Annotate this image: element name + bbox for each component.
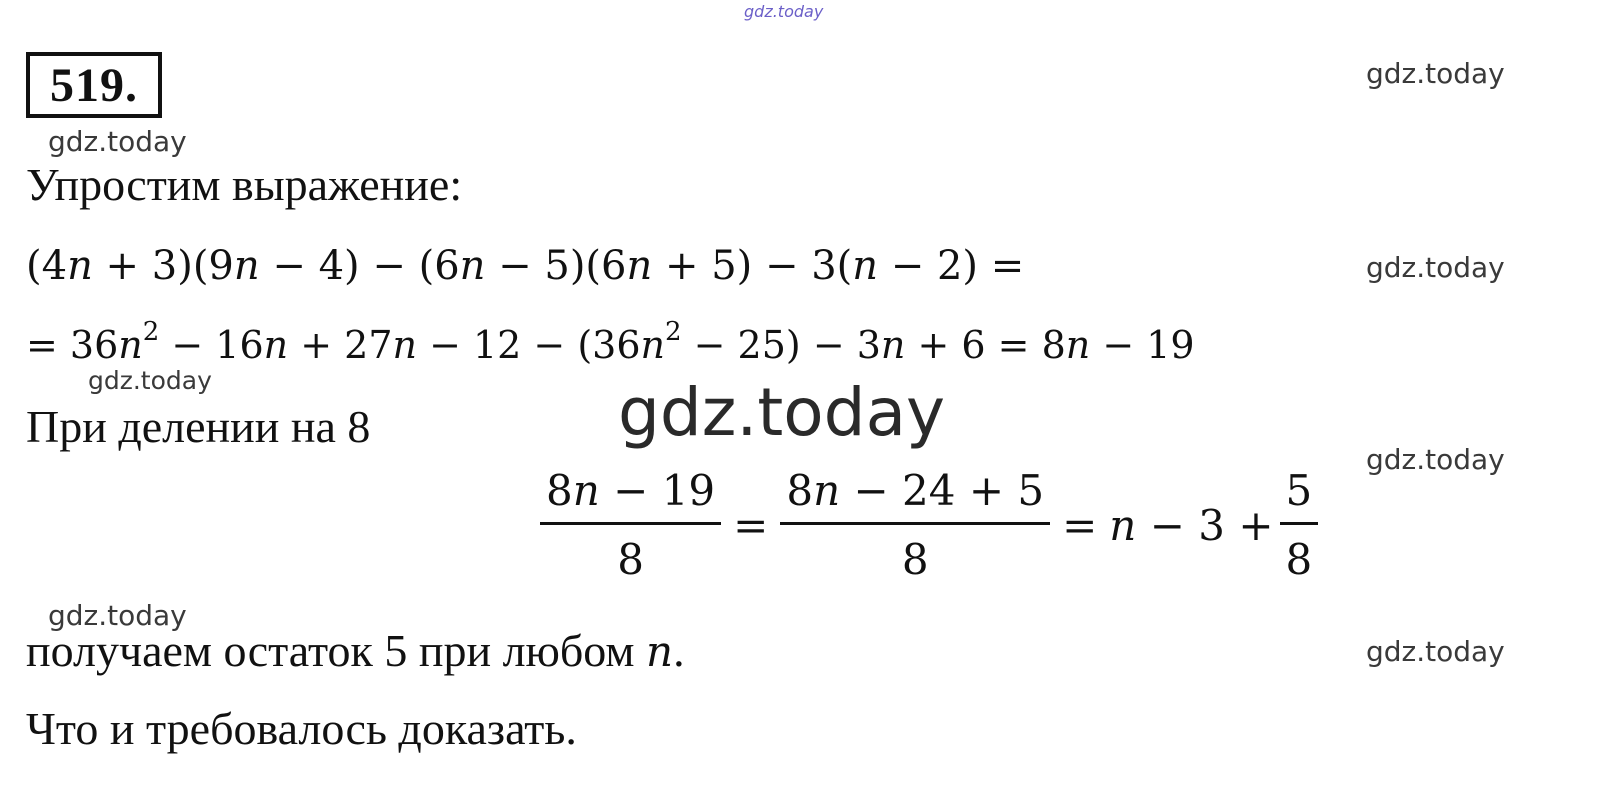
problem-number: 519. [50,58,138,112]
watermark: gdz.today [88,366,212,395]
watermark-large: gdz.today [618,374,946,451]
watermark: gdz.today [1366,57,1505,90]
fraction-2: $\frac{8n - 24 + 5}{8}$ [780,470,1050,581]
remainder-text: получаем остаток 5 при любом n. [26,625,685,676]
equals-sign: = [1062,500,1098,550]
watermark: gdz.today [1366,443,1505,476]
watermark: gdz.today [48,599,187,632]
expression-line-1: (4n + 3)(9n − 4) − (6n − 5)(6n + 5) − 3(n − 2) = [26,243,1025,289]
result-expression: n − 3 + [1109,500,1274,550]
watermark: gdz.today [48,125,187,158]
fraction-3: $\frac{5}{8}$ [1280,470,1319,581]
expression-line-2: = $36n^2 - 16n + 27n - 12 - (36n^2 - 25) - 3n + 6 = 8n - 19$ [26,317,1195,367]
fraction-equation [540,466,1318,584]
watermark: gdz.today [1366,635,1505,668]
intro-text: Упростим выражение: [26,159,463,210]
problem-number-box [26,52,162,118]
conclusion-text: Что и требовалось доказать. [26,703,577,754]
division-text: При делении на 8 [26,401,371,452]
watermark: gdz.today [1366,251,1505,284]
fraction-1: $\frac{8n - 19}{8}$ [540,470,721,581]
watermark-top: gdz.today [744,2,824,21]
equals-sign: = [733,500,769,550]
